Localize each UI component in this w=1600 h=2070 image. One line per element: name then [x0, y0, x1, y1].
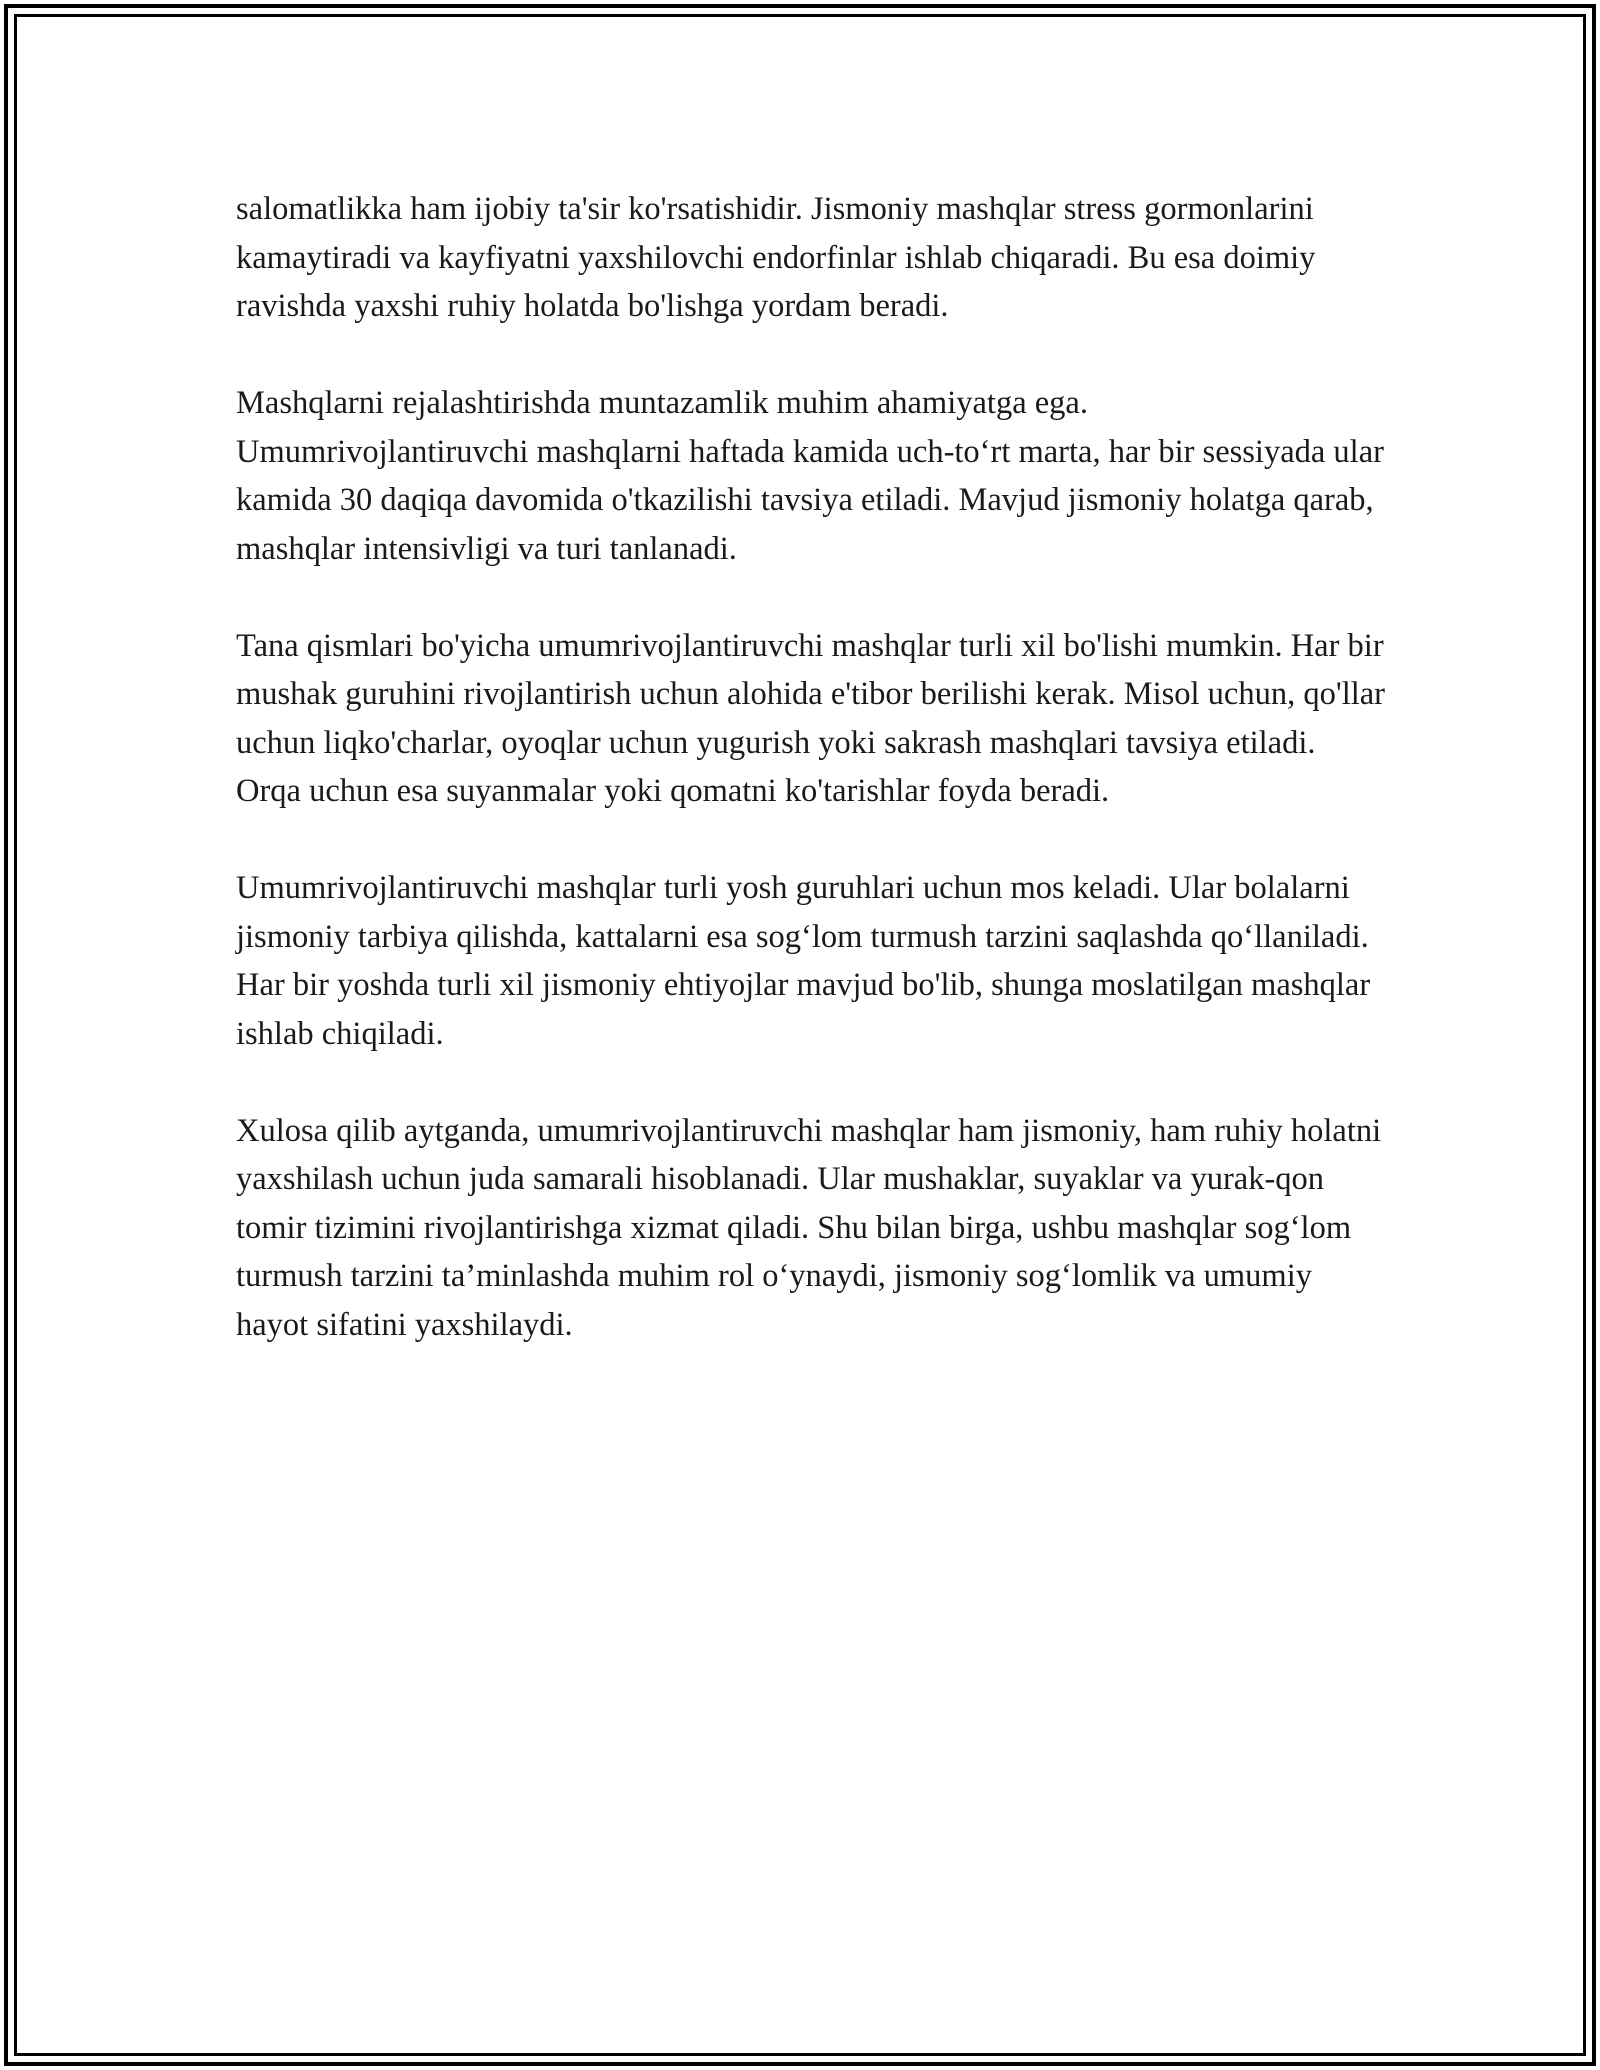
document-body: [236, 185, 1386, 1349]
paragraph-5: Xulosa qilib aytganda, umumrivojlantiruvchi mashqlar ham jismoniy, ham ruhiy holatni yaxshilash uchun juda samarali hisoblanadi. Ular mushaklar, suyaklar va yurak-qon tomir tizimini rivojlantirishga xizmat qiladi. Shu bilan birga, ushbu mashqlar sog‘lom turmush tarzini ta’minlashda muhim rol o‘ynaydi, jismoniy sog‘lomlik va umumiy hayot sifatini yaxshilaydi.: [236, 1112, 1382, 1343]
paragraph-2: Mashqlarni rejalashtirishda muntazamlik muhim ahamiyatga ega. Umumrivojlantiruvchi mashqlarni haftada kamida uch-to‘rt marta, har bir sessiyada ular kamida 30 daqiqa davomida o'tkazilishi tavsiya etiladi. Mavjud jismoniy holatga qarab, mashqlar intensivligi va turi tanlanadi.: [236, 385, 1384, 567]
paragraph-3: Tana qismlari bo'yicha umumrivojlantiruvchi mashqlar turli xil bo'lishi mumkin. Har bir mushak guruhini rivojlantirish uchun alohida e'tibor berilishi kerak. Misol uchun, qo'llar uchun liqko'charlar, oyoqlar uchun yugurish yoki sakrash mashqlari tavsiya etiladi. Orqa uchun esa suyanmalar yoki qomatni ko'tarishlar foyda beradi.: [236, 627, 1386, 809]
paragraph-4: Umumrivojlantiruvchi mashqlar turli yosh guruhlari uchun mos keladi. Ular bolalarni jismoniy tarbiya qilishda, kattalarni esa sog‘lom turmush tarzini saqlashda qo‘llaniladi. Har bir yoshda turli xil jismoniy ehtiyojlar mavjud bo'lib, shunga moslatilgan mashqlar ishlab chiqiladi.: [236, 870, 1371, 1052]
paragraph-1: salomatlikka ham ijobiy ta'sir ko'rsatishidir. Jismoniy mashqlar stress gormonlarini kamaytiradi va kayfiyatni yaxshilovchi endorfinlar ishlab chiqaradi. Bu esa doimiy ravishda yaxshi ruhiy holatda bo'lishga yordam beradi.: [236, 191, 1316, 324]
